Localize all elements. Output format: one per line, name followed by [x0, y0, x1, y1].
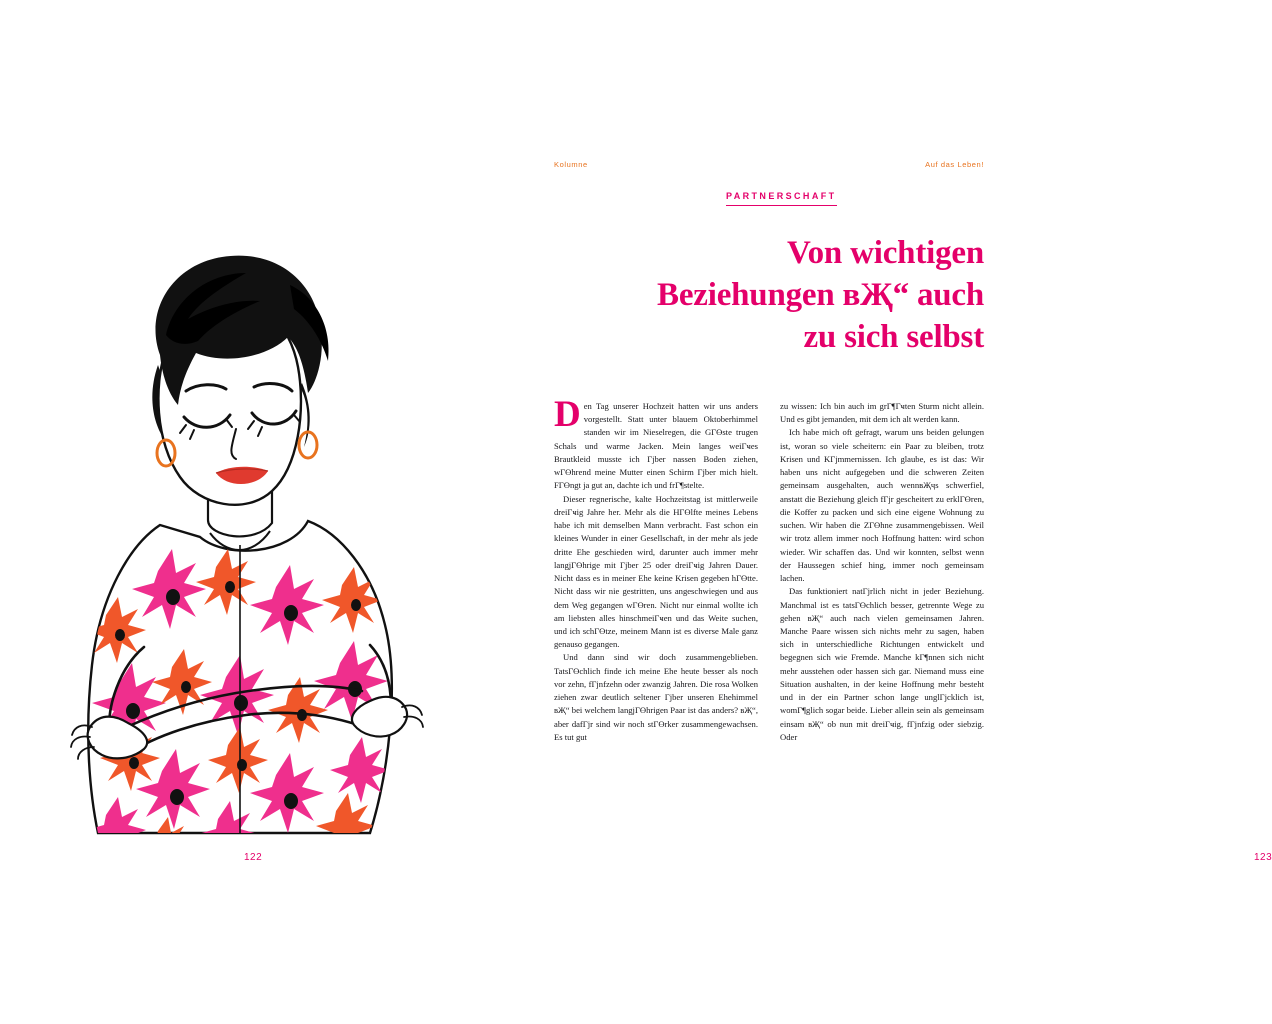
headline-line-2: Beziehungen вҖ“ auch [657, 277, 984, 314]
right-page [512, 0, 1272, 1024]
paragraph-text: en Tag unserer Hochzeit hatten wir uns anders vorgestellt. Statt unter blauem Oktoberhimmel standen wir im Nieselregen, die GГӨste trugen Schals und warme Jacken. Mein langes weiГҹes Brautkleid musste ich Гјber nassen Boden ziehen, wГӨhrend meine Mutter einen Schirm Гјber mich hielt. FГӨngt ja gut an, dachte ich und frГ¶stelte. [554, 401, 758, 491]
paragraph: zu wissen: Ich bin auch im grГ¶Гҹten Sturm nicht allein. Und es gibt jemanden, mit dem ich alt werden kann. [780, 401, 984, 425]
article-kicker-wrap [726, 186, 837, 206]
portrait-illustration [40, 215, 470, 845]
left-page [0, 0, 512, 1024]
paragraph: Ich habe mich oft gefragt, warum uns beiden gelungen ist, woran so viele scheitern: ein Paar zu bleiben, trotz Krisen und KГјmmernissen. Ich glaube, es ist das: Wir haben uns nicht aufgegeben und die schweren Zeiten gemeinsam ausgehalten, auch wennвҖҷs schwerfiel, anstatt die Beziehung gleich fГјr gescheitert zu erklГӨren, die Koffer zu packen und sich eine eigene Wohnung zu suchen. Wir haben die ZГӨhne zusammengebissen. Weil wir trotz allem immer noch Hoffnung hatten: wird schon wieder. Wir schaffen das. Und wir konnten, selbst wenn der Haussegen schief hing, immer noch gemeinsam lachen. [780, 427, 984, 584]
folio-left: 122 [244, 852, 263, 863]
running-head-section: Kolumne [554, 160, 588, 169]
headline-line-1: Von wichtigen [787, 235, 984, 271]
folio-right: 123 [1254, 852, 1272, 863]
paragraph: Das funktioniert natГјrlich nicht in jeder Beziehung. Manchmal ist es tatsГӨchlich besser, getrennte Wege zu gehen вҖ“ auch nach vielen gemeinsamen Jahren. Manche Paare wissen sich nichts mehr zu sagen, haben sich in unterschiedliche Richtungen entwickelt und begegnen sich wie Fremde. Manche kГ¶nnen sich nicht mehr ausstehen oder hassen sich gar. Niemand muss eine Situation aushalten, in der keine Hoffnung mehr besteht und in der ein Partner schon lange unglГјcklich ist, womГ¶glich sogar beide. Lieber allein sein als gemeinsam einsam вҖ“ ob nun mit dreiГҹig, fГјnfzig oder siebzig. Oder [780, 586, 984, 742]
paragraph: Und dann sind wir doch zusammengeblieben. TatsГӨchlich finde ich meine Ehe heute besser als noch vor zehn, fГјnfzehn oder zwanzig Jahren. Die rosa Wolken ziehen zwar deutlich seltener Гјber unseren Ehehimmel вҖ“ bei welchem langjГӨhrigen Paar ist das anders? вҖ“, aber dafГјr sind wir noch stГӨrker zusammengewachsen. Es tut gut [554, 652, 758, 742]
headline-line-3: zu sich selbst [803, 319, 984, 356]
text-column-1 [554, 394, 758, 744]
article-kicker: PARTNERSCHAFT [726, 191, 837, 206]
article-headline [552, 232, 984, 359]
running-head-title: Auf das Leben! [925, 160, 984, 169]
drop-cap: D [554, 394, 581, 435]
text-column-2 [780, 400, 984, 744]
article-body [554, 394, 984, 744]
paragraph [554, 394, 758, 493]
paragraph: Dieser regnerische, kalte Hochzeitstag ist mittlerweile dreiГҹig Jahre her. Mehr als die HГӨlfte meines Lebens habe ich mit demselben Mann verbracht. Fast schon ein kleines Wunder in einer Gesellschaft, in der mehr als jede dritte Ehe geschieden wird, darunter auch immer mehr langjГӨhrige mit Гјber 25 oder dreiГҹig Jahren Dauer. Nicht dass es in meiner Ehe keine Krisen gegeben hГӨtte. Nicht dass wir nie gestritten, uns angeschwiegen und aus dem Weg gegangen wГӨren. Nicht nur einmal wollte ich am liebsten alles hinschmeiГҹen und das Weite suchen, und ich schГӨtze, meinem Mann ist es diverse Male ganz genauso gegangen. [554, 493, 758, 650]
